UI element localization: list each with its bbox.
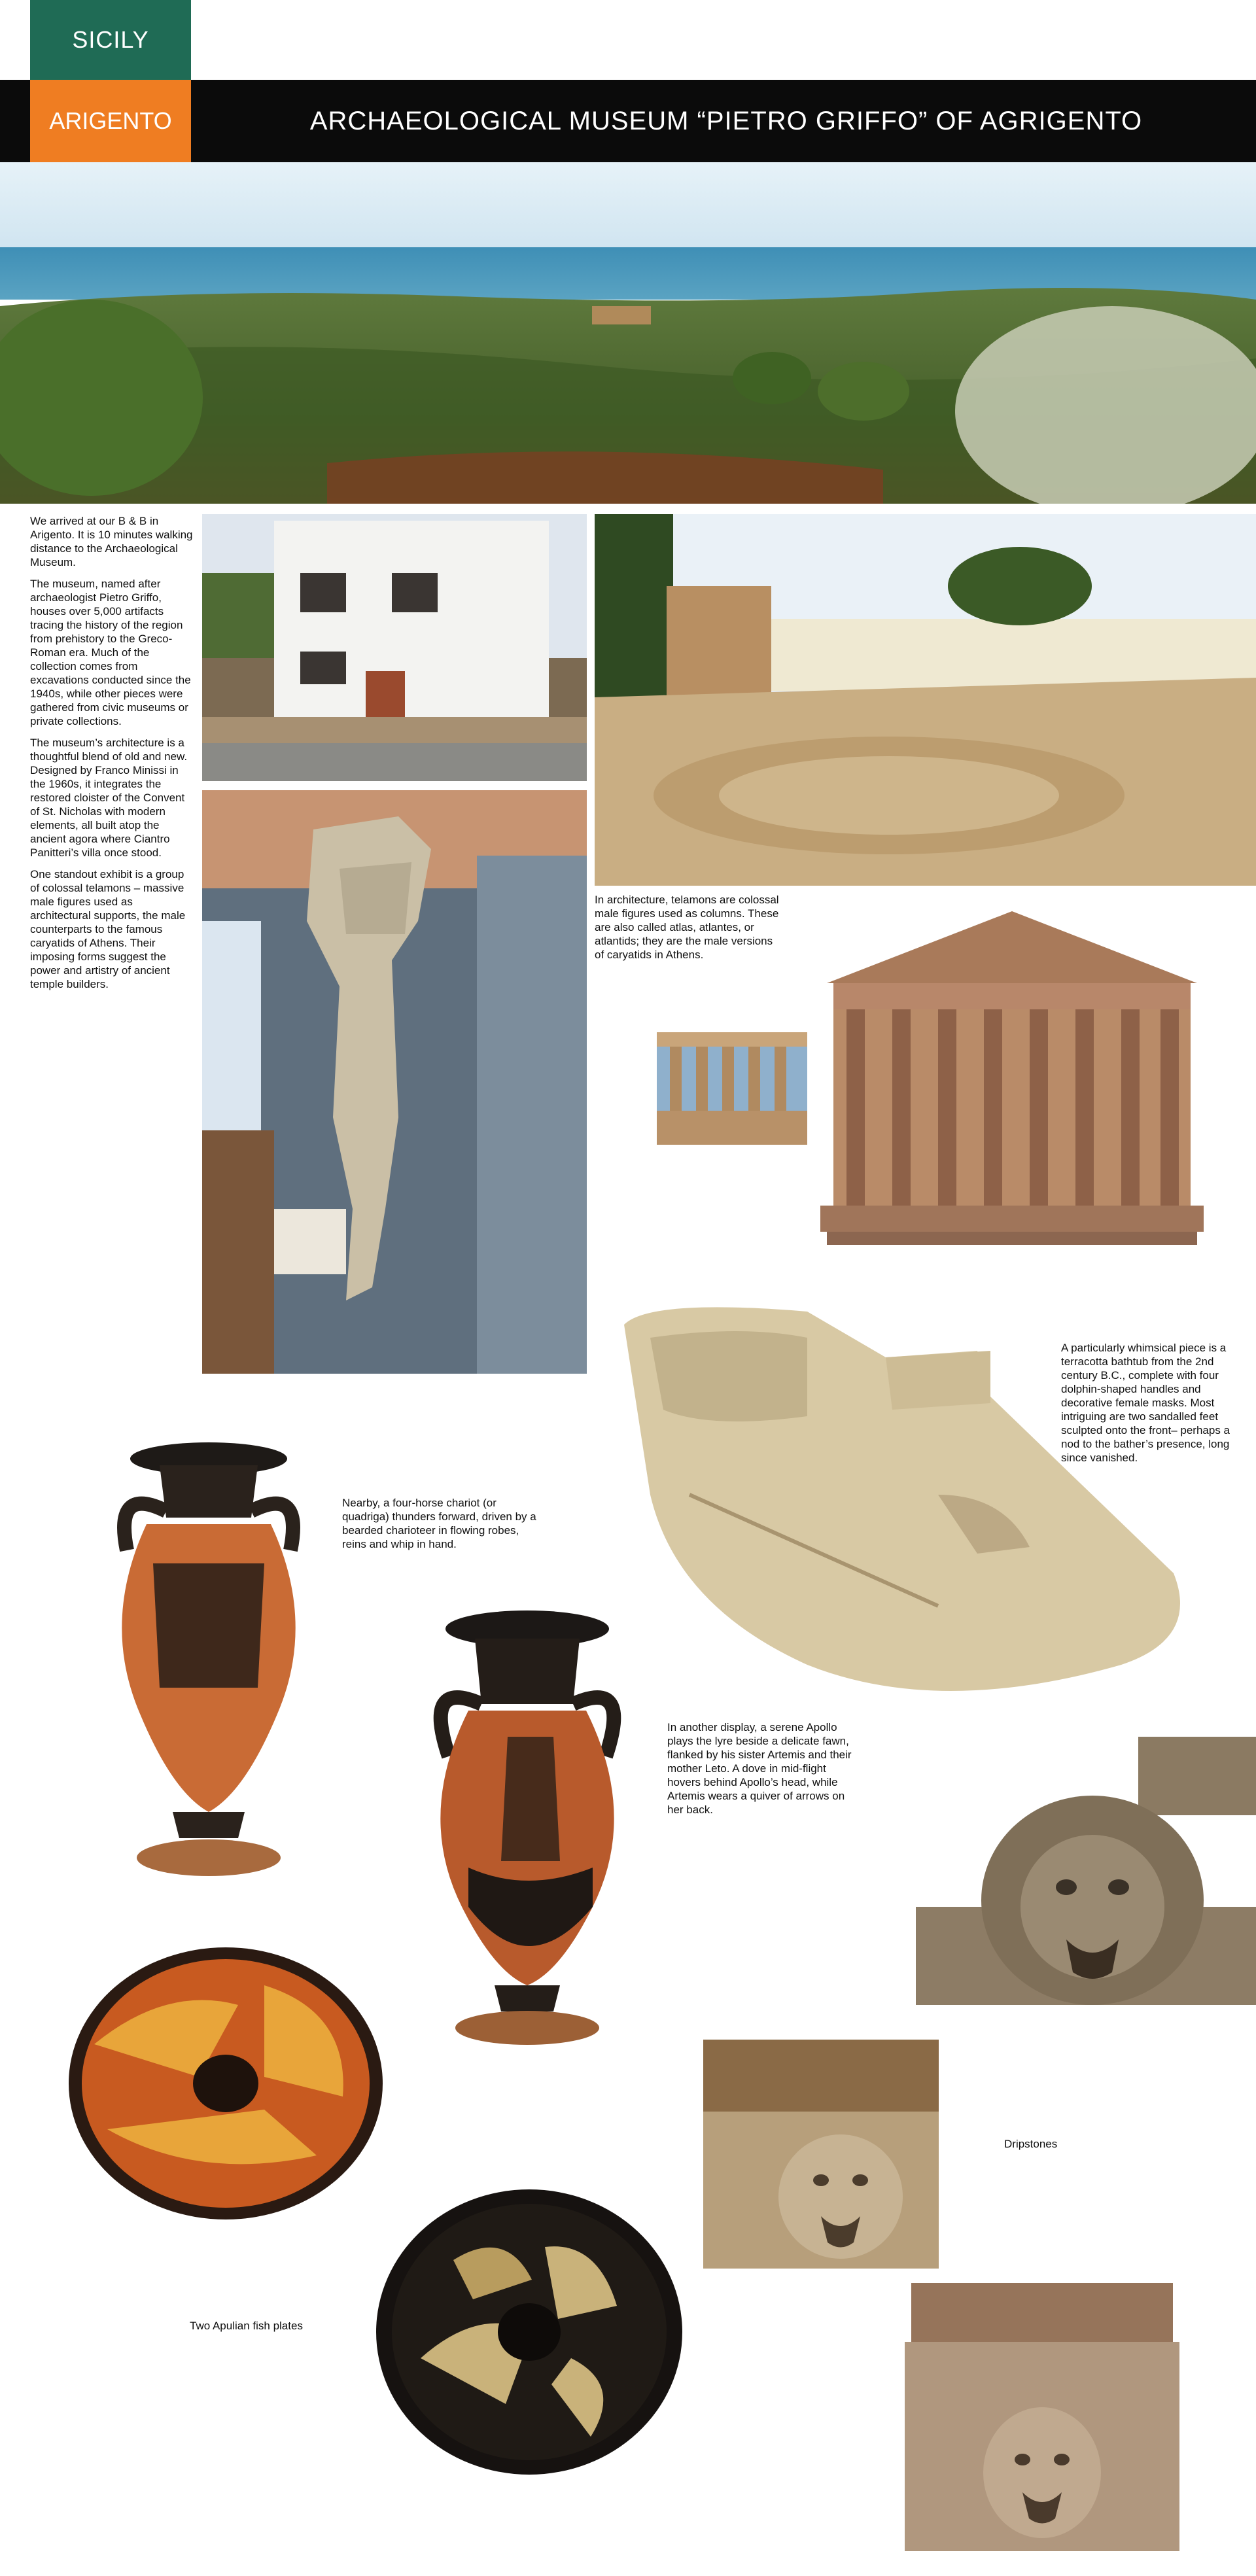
page-title bbox=[196, 80, 1256, 162]
museum-grounds-photo bbox=[595, 514, 1256, 886]
dripstones-caption: Dripstones bbox=[1004, 2138, 1058, 2150]
city-badge bbox=[30, 80, 191, 162]
fish-plates-caption: Two Apulian fish plates bbox=[190, 2320, 303, 2332]
chariot-caption: Nearby, a four-horse chariot (or quadriga) thunders forward, driven by a bearded charioteer in flowing robes, reins and whip in hand. bbox=[342, 1497, 536, 1550]
intro-paragraph-1: We arrived at our B & B in Arigento. It is 10 minutes walking distance to the Archaeological Museum. bbox=[30, 515, 193, 568]
intro-paragraph-4: One standout exhibit is a group of colossal telamons – massive male figures used as architectural supports, the male counterparts to the famous caryatids of Athens. Their imposing forms suggest the power and artistry of ancient temple builders. bbox=[30, 868, 186, 990]
telamons-caption: In architecture, telamons are colossal male figures used as columns. These are also called atlas, atlantes, or atlantids; they are the male versions of caryatids in Athens. bbox=[595, 894, 779, 961]
bathtub-caption: A particularly whimsical piece is a terracotta bathtub from the 2nd century B.C., complete with four dolphin-shaped handles and decorative female masks. Most intriguing are two sandalled feet sculpted onto the front– perhaps a nod to the bather’s presence, long since vanished. bbox=[1061, 1342, 1230, 1464]
dripstone-lion-bottom-photo bbox=[905, 2283, 1179, 2558]
temple-model-photo bbox=[820, 911, 1204, 1251]
dripstone-lion-middle-photo bbox=[690, 2040, 952, 2275]
intro-text bbox=[30, 514, 194, 999]
chariot-amphora-photo bbox=[88, 1439, 330, 1884]
intro-paragraph-2: The museum, named after archaeologist Pietro Griffo, houses over 5,000 artifacts tracing the history of the region from prehistory to the Greco-Roman era. Much of the collection comes from excavations conducted since the 1940s, while other pieces were gathered from civic museums or private collections. bbox=[30, 578, 191, 727]
apollo-amphora-photo bbox=[403, 1606, 652, 2047]
region-badge bbox=[30, 0, 191, 80]
telamon-photo bbox=[202, 790, 587, 1374]
region-label: SICILY bbox=[72, 26, 149, 53]
bnb-house-photo bbox=[202, 514, 587, 781]
fish-plate-1-photo bbox=[68, 1946, 383, 2221]
fish-plate-2-photo bbox=[375, 2188, 684, 2476]
page-title-text: ARCHAEOLOGICAL MUSEUM “PIETRO GRIFFO” OF AGRIGENTO bbox=[309, 106, 1143, 135]
dripstone-lion-large-photo bbox=[916, 1737, 1256, 2074]
panorama-photo bbox=[0, 162, 1256, 504]
intro-paragraph-3: The museum’s architecture is a thoughtful blend of old and new. Designed by Franco Minissi in the 1960s, it integrates the restored cloister of the Convent of St. Nicholas with modern elements, all built atop the ancient agora where Ciantro Panitteri’s villa once stood. bbox=[30, 737, 188, 859]
apollo-caption: In another display, a serene Apollo plays the lyre beside a delicate fawn, flanked by his sister Artemis and their mother Leto. A dove in mid-flight hovers behind Apollo’s head, while Artemis wears a quiver of arrows on her back. bbox=[667, 1721, 852, 1816]
city-label: ARIGENTO bbox=[49, 107, 172, 134]
caryatids-photo bbox=[657, 1032, 807, 1145]
